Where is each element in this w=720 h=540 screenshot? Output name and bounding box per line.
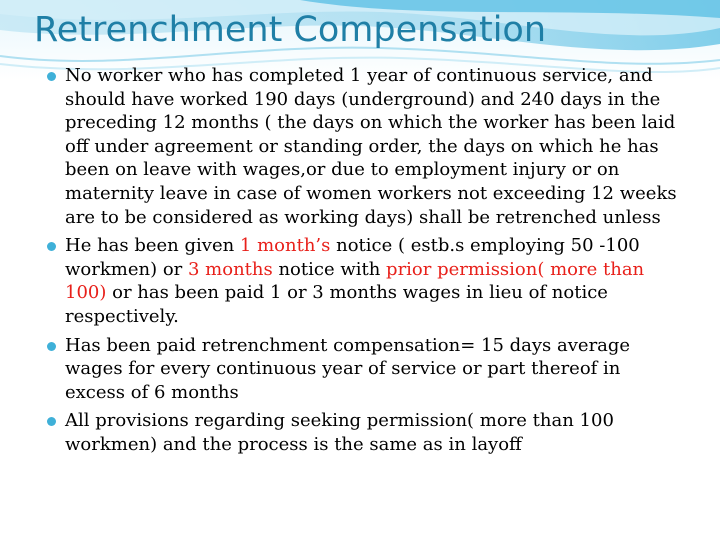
bullet-text-part: or has been paid 1 or 3 months wages in lieu of notice respectively. <box>65 282 608 327</box>
bullet-text-part: notice ( estb.s employing 50 -100 workmen) or <box>65 235 640 280</box>
highlight-notice-period: 1 month’s <box>239 235 331 257</box>
bullet-text-part: notice with <box>272 258 387 280</box>
bullet-text: All provisions regarding seeking permission( more than 100 workmen) and the process is the same as in layoff <box>65 410 614 455</box>
highlight-notice-period-2: 3 months <box>187 258 273 280</box>
bullet-item-4 <box>42 409 682 456</box>
bullet-list <box>42 64 682 462</box>
bullet-dot-icon <box>47 342 56 351</box>
bullet-item-1 <box>42 64 682 229</box>
bullet-item-2 <box>42 234 682 328</box>
bullet-dot-icon <box>47 417 56 426</box>
bullet-text-part: He has been given <box>65 235 240 257</box>
bullet-dot-icon <box>47 242 56 251</box>
highlight-prior-permission: prior permission( more than 100) <box>65 258 645 304</box>
bullet-text: No worker who has completed 1 year of continuous service, and should have worked 190 days (underground) and 240 days in the preceding 12 months ( the days on which the worker has been laid off under agreement or standing order, the days on which he has been on leave with wages,or due to employment injury or on maternity leave in case of women workers not exceeding 12 weeks are to be considered as working days) shall be retrenched unless <box>65 65 677 228</box>
bullet-text: Has been paid retrenchment compensation= 15 days average wages for every continuous year of service or part thereof in excess of 6 months <box>65 334 631 403</box>
slide-title: Retrenchment Compensation <box>34 10 547 50</box>
bullet-item-3 <box>42 334 682 405</box>
bullet-dot-icon <box>47 72 56 81</box>
